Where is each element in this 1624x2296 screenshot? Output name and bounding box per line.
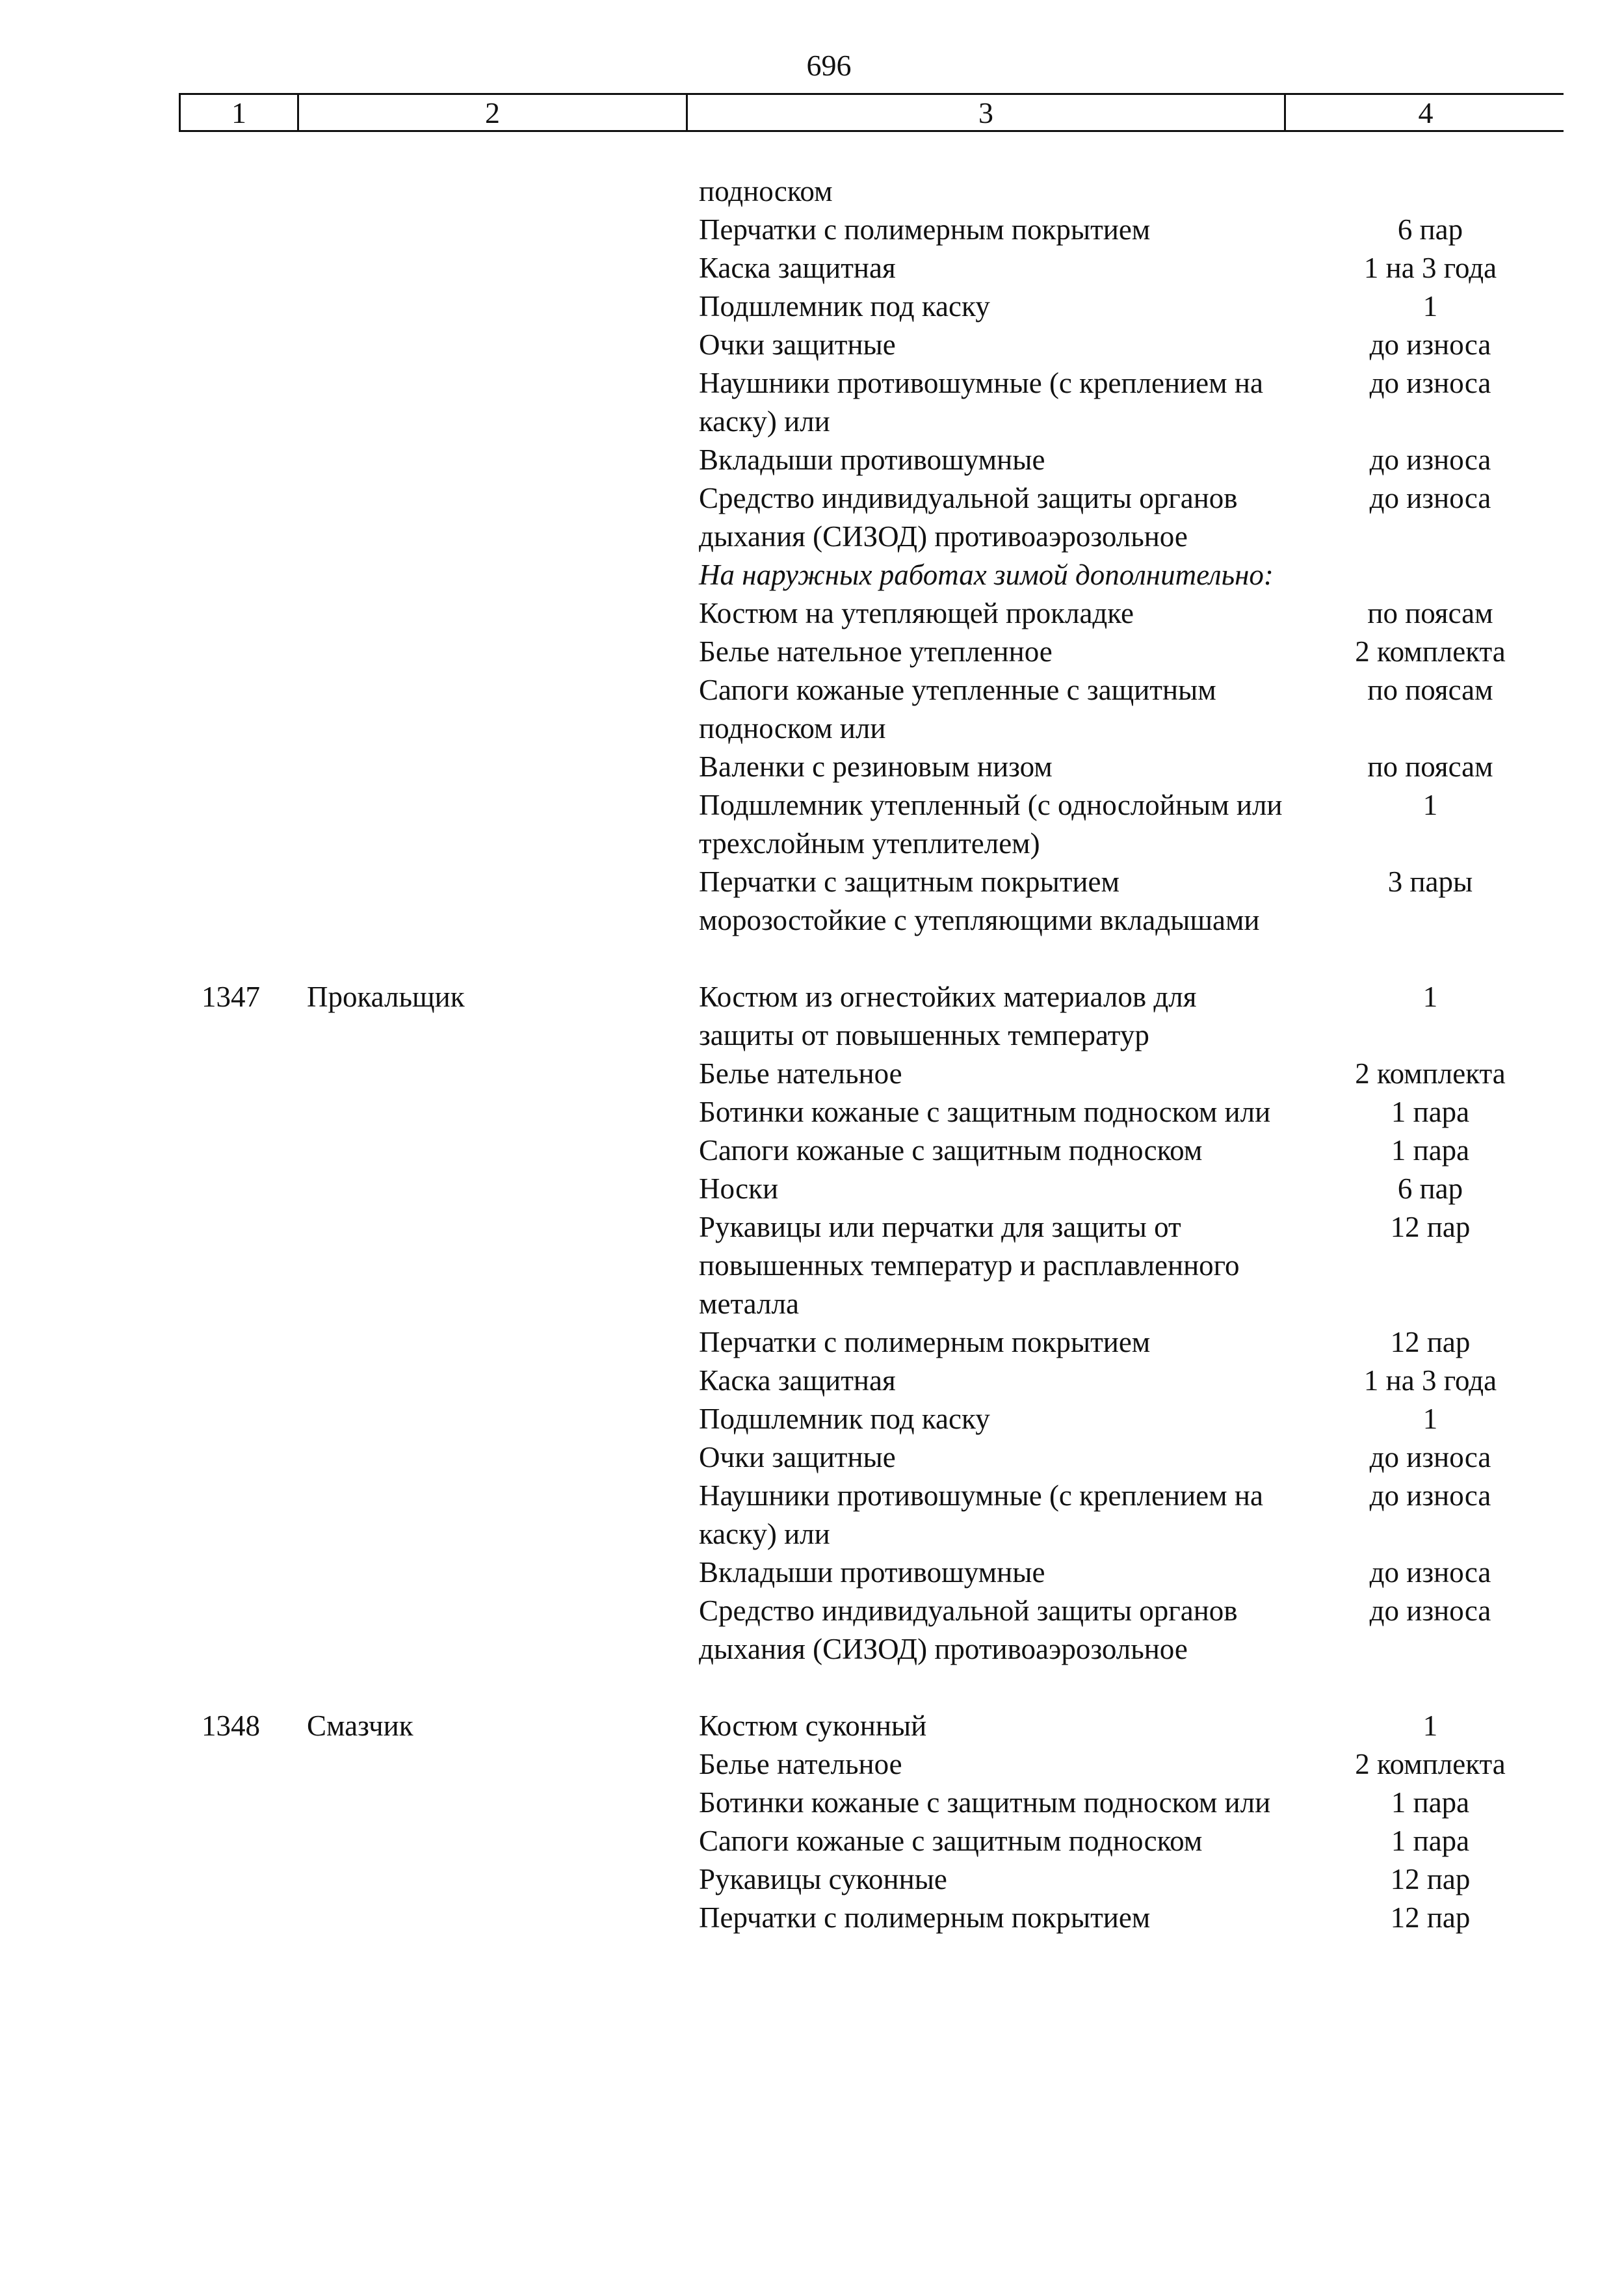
table-row	[0, 594, 1624, 633]
column-header-2: 2	[299, 95, 688, 130]
ppe-item-name: Перчатки с защитным покрытием морозостойкие с утепляющими вкладышами	[699, 865, 1260, 936]
table-row	[0, 364, 1624, 441]
ppe-item-norm: до износа	[1369, 1441, 1491, 1473]
table-row	[0, 863, 1624, 940]
entry-gap	[0, 1669, 1624, 1707]
ppe-item-norm: 3 пары	[1387, 865, 1473, 898]
ppe-item-name: Сапоги кожаные с защитным подноском	[699, 1134, 1203, 1167]
norms-table-body	[0, 172, 1624, 1937]
table-row	[0, 1899, 1624, 1937]
profession-name: Прокальщик	[307, 981, 465, 1013]
table-row	[0, 1323, 1624, 1362]
ppe-item-name: Перчатки с полимерным покрытием	[699, 1326, 1151, 1358]
table-row	[0, 479, 1624, 556]
table-row	[0, 1131, 1624, 1170]
ppe-item-name: Средство индивидуальной защиты органов дыхания (СИЗОД) противоаэрозольное	[699, 482, 1238, 553]
ppe-item-name: Рукавицы суконные	[699, 1863, 947, 1895]
ppe-item-norm: 12 пар	[1390, 1211, 1471, 1243]
table-row	[0, 1822, 1624, 1860]
ppe-item-name: Рукавицы или перчатки для защиты от повышенных температур и расплавленного металла	[699, 1211, 1240, 1320]
table-row	[0, 1784, 1624, 1822]
ppe-item-name: подноском	[699, 175, 833, 207]
ppe-item-name: Перчатки с полимерным покрытием	[699, 213, 1151, 246]
ppe-item-name: Костюм из огнестойких материалов для защиты от повышенных температур	[699, 981, 1197, 1051]
ppe-item-name: Перчатки с полимерным покрытием	[699, 1901, 1151, 1934]
ppe-item-norm: 12 пар	[1390, 1901, 1471, 1934]
ppe-item-name: Ботинки кожаные с защитным подноском или	[699, 1096, 1271, 1128]
ppe-item-norm: 1 пара	[1391, 1825, 1470, 1857]
profession-number: 1347	[202, 981, 260, 1013]
ppe-item-norm: 2 комплекта	[1355, 635, 1506, 668]
ppe-item-norm: 1 пара	[1391, 1096, 1470, 1128]
table-row	[0, 326, 1624, 364]
table-row	[0, 1553, 1624, 1592]
table-row	[0, 556, 1624, 594]
ppe-item-norm: до износа	[1369, 1479, 1491, 1512]
ppe-item-norm: до износа	[1369, 1594, 1491, 1627]
ppe-item-norm: 1 пара	[1391, 1786, 1470, 1819]
page-number: 696	[806, 49, 852, 82]
column-header-4: 4	[1418, 96, 1434, 129]
column-header-3: 3	[688, 95, 1286, 130]
table-row	[0, 671, 1624, 748]
ppe-item-norm: по поясам	[1367, 597, 1493, 629]
table-row	[0, 1093, 1624, 1131]
ppe-item-name: Вкладыши противошумные	[699, 443, 1045, 476]
ppe-item-name: Ботинки кожаные с защитным подноском или	[699, 1786, 1271, 1819]
table-row	[0, 1592, 1624, 1669]
ppe-item-norm: до износа	[1369, 328, 1491, 361]
ppe-item-name: Носки	[699, 1172, 779, 1205]
ppe-item-norm: 1	[1422, 789, 1438, 821]
table-row	[0, 1438, 1624, 1477]
table-row	[0, 441, 1624, 479]
table-row	[0, 1362, 1624, 1400]
table-row	[0, 1055, 1624, 1093]
column-header-1: 1	[181, 95, 299, 130]
ppe-item-name: Подшлемник под каску	[699, 1403, 990, 1435]
ppe-item-name: Каска защитная	[699, 1364, 896, 1397]
ppe-item-name: Сапоги кожаные с защитным подноском	[699, 1825, 1203, 1857]
table-row	[0, 1477, 1624, 1553]
table-row	[0, 1860, 1624, 1899]
ppe-item-norm: 2 комплекта	[1355, 1748, 1506, 1780]
ppe-item-norm: 1 на 3 года	[1363, 252, 1497, 284]
table-row	[0, 748, 1624, 786]
ppe-item-norm: по поясам	[1367, 674, 1493, 706]
ppe-item-name: Вкладыши противошумные	[699, 1556, 1045, 1589]
ppe-item-norm: до износа	[1369, 1556, 1491, 1589]
ppe-item-norm: 1 на 3 года	[1363, 1364, 1497, 1397]
table-row	[0, 287, 1624, 326]
ppe-item-norm: 6 пар	[1397, 213, 1463, 246]
ppe-item-name: Наушники противошумные (с креплением на каску) или	[699, 1479, 1263, 1550]
ppe-item-name: Каска защитная	[699, 252, 896, 284]
ppe-item-name: Сапоги кожаные утепленные с защитным подноском или	[699, 674, 1216, 745]
ppe-item-norm: 1 пара	[1391, 1134, 1470, 1167]
table-row	[0, 211, 1624, 249]
ppe-item-norm: до износа	[1369, 482, 1491, 514]
table-row	[0, 633, 1624, 671]
ppe-item-norm: до износа	[1369, 367, 1491, 399]
table-row	[0, 978, 1624, 1055]
profession-number: 1348	[202, 1709, 260, 1742]
ppe-item-name: Средство индивидуальной защиты органов дыхания (СИЗОД) противоаэрозольное	[699, 1594, 1238, 1665]
ppe-item-name: Наушники противошумные (с креплением на каску) или	[699, 367, 1263, 438]
table-row	[0, 249, 1624, 287]
table-row	[0, 1400, 1624, 1438]
table-row	[0, 172, 1624, 211]
ppe-item-name: Белье нательное	[699, 1057, 902, 1090]
ppe-item-name: Белье нательное утепленное	[699, 635, 1053, 668]
ppe-item-name: Белье нательное	[699, 1748, 902, 1780]
ppe-item-name: Очки защитные	[699, 328, 896, 361]
ppe-item-norm: 1	[1422, 1709, 1438, 1742]
ppe-item-name: На наружных работах зимой дополнительно:	[699, 559, 1274, 591]
ppe-item-norm: по поясам	[1367, 750, 1493, 783]
ppe-item-norm: 1	[1422, 1403, 1438, 1435]
ppe-item-norm: 1	[1422, 290, 1438, 323]
ppe-item-name: Подшлемник под каску	[699, 290, 990, 323]
ppe-item-norm: 2 комплекта	[1355, 1057, 1506, 1090]
entry-gap	[0, 940, 1624, 978]
ppe-item-name: Костюм на утепляющей прокладке	[699, 597, 1134, 629]
ppe-item-name: Валенки с резиновым низом	[699, 750, 1053, 783]
ppe-item-norm: 12 пар	[1390, 1326, 1471, 1358]
profession-name: Смазчик	[307, 1709, 413, 1742]
table-row	[0, 1170, 1624, 1208]
ppe-item-norm: 12 пар	[1390, 1863, 1471, 1895]
table-row	[0, 1707, 1624, 1745]
ppe-item-norm: 6 пар	[1397, 1172, 1463, 1205]
column-header-row	[179, 93, 1564, 132]
ppe-item-norm: до износа	[1369, 443, 1491, 476]
table-row	[0, 1208, 1624, 1323]
ppe-item-name: Костюм суконный	[699, 1709, 927, 1742]
ppe-item-name: Подшлемник утепленный (с однослойным или трехслойным утеплителем)	[699, 789, 1283, 860]
ppe-item-norm: 1	[1422, 981, 1438, 1013]
table-row	[0, 786, 1624, 863]
table-row	[0, 1745, 1624, 1784]
ppe-item-name: Очки защитные	[699, 1441, 896, 1473]
